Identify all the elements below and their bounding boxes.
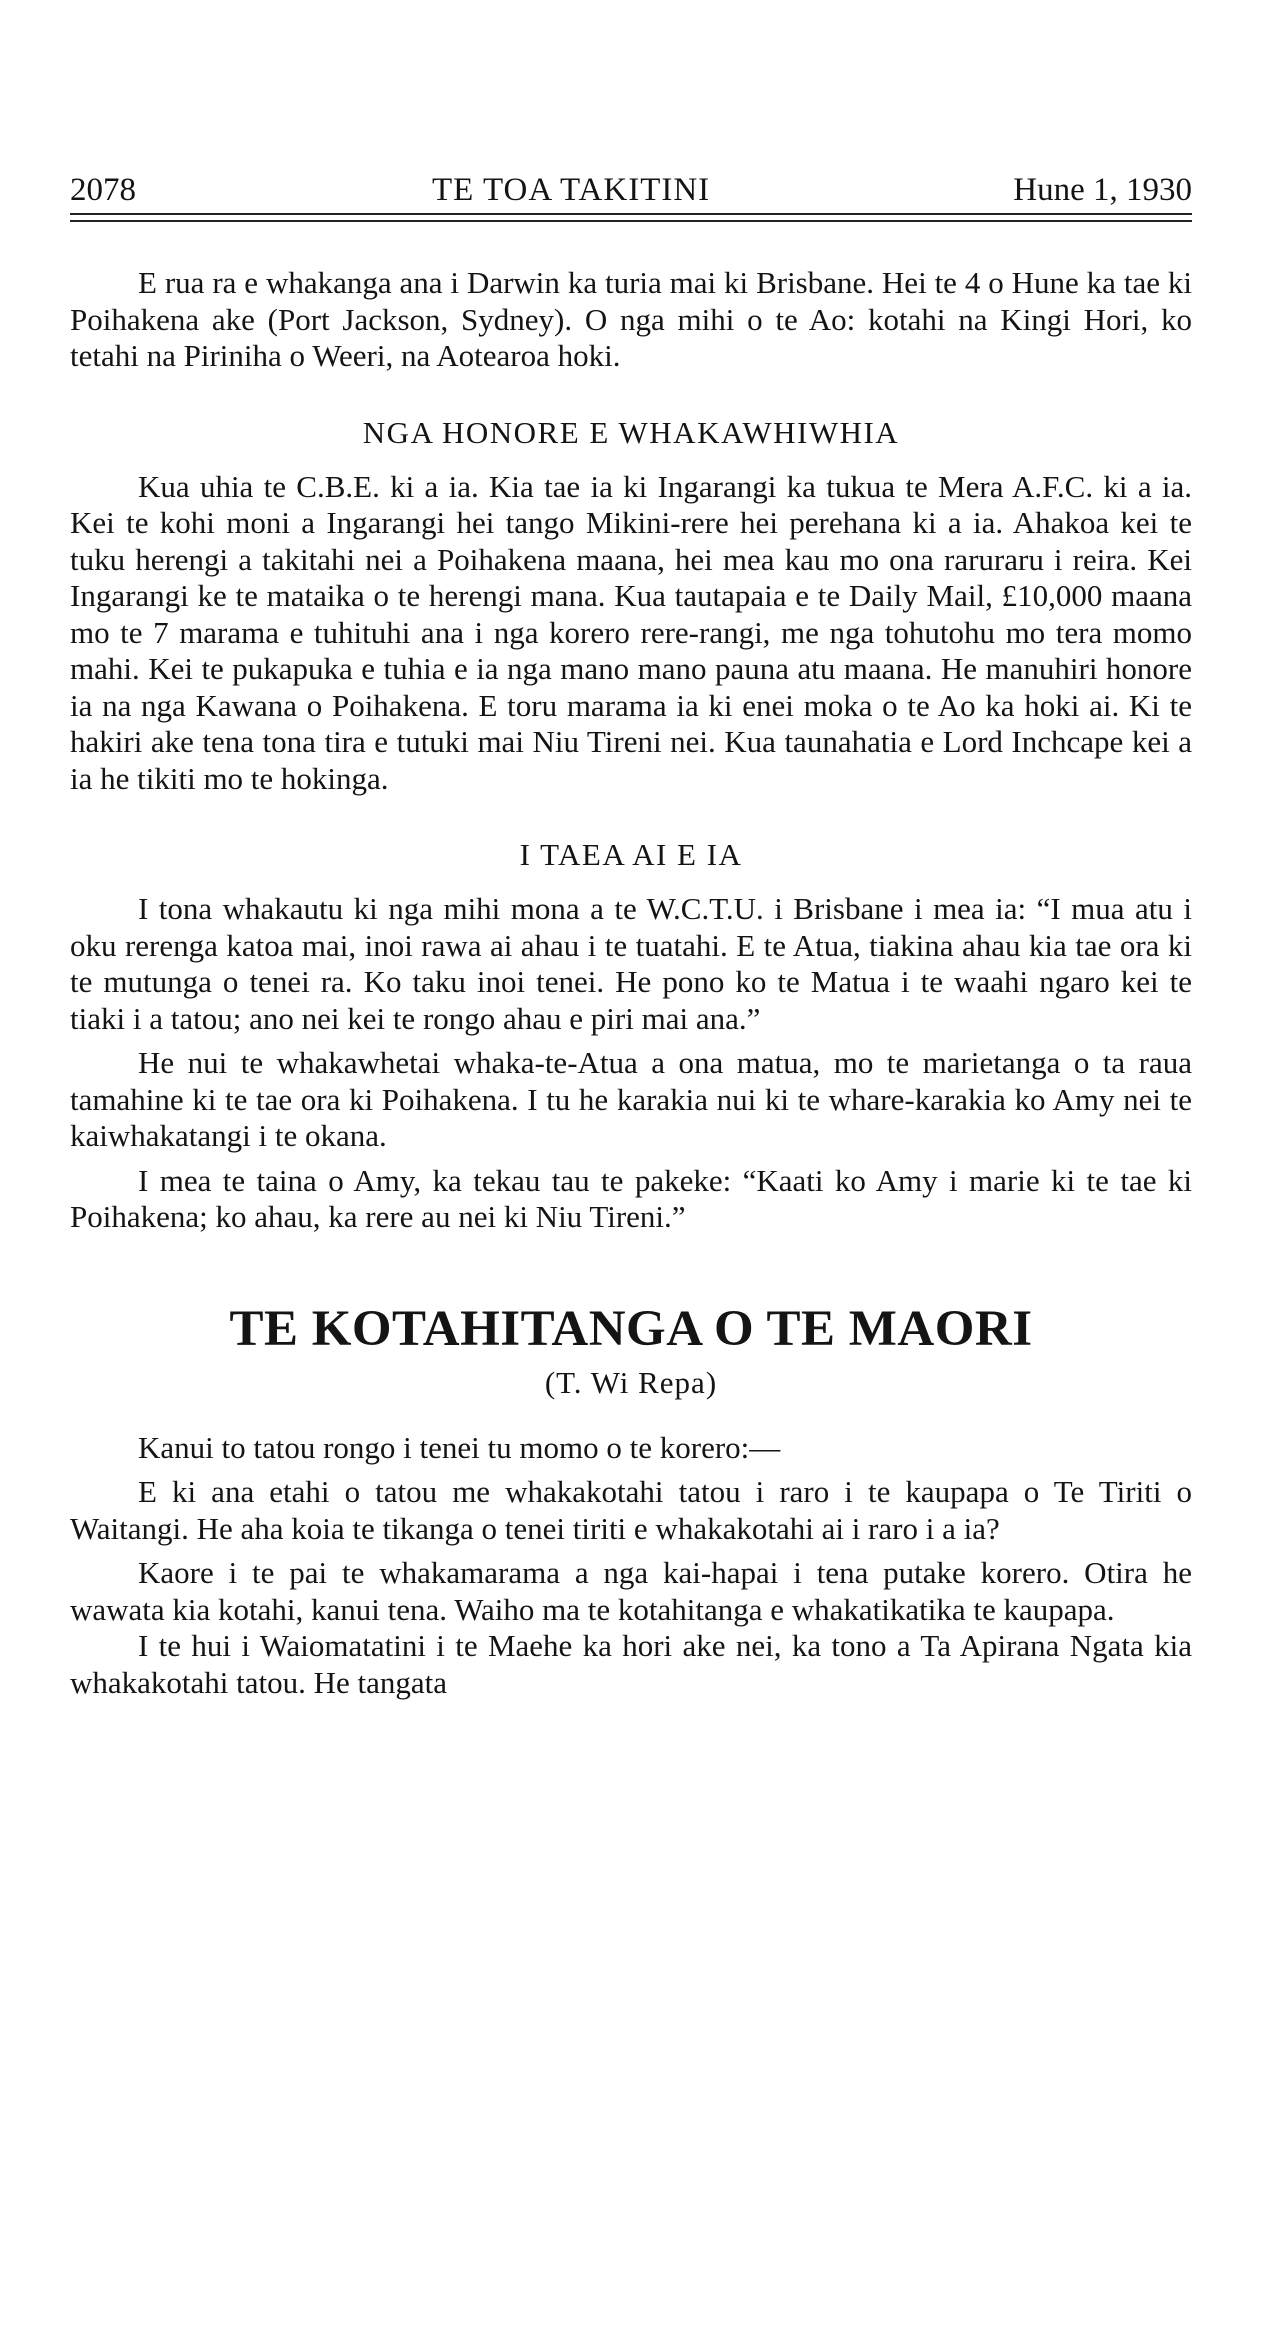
running-header <box>70 170 1192 210</box>
article-paragraph: Kanui to tatou rongo i tenei tu momo o te korero:— <box>138 1429 781 1465</box>
section-heading-taea: I TAEA AI E IA <box>519 837 743 872</box>
header-rule-top <box>70 213 1192 215</box>
article-byline: (T. Wi Repa) <box>544 1364 718 1400</box>
header-rule-bottom <box>70 220 1192 222</box>
article-title: TE KOTAHITANGA O TE MAORI <box>229 1300 1033 1357</box>
taea-paragraph: I tona whakautu ki nga mihi mona a te W.C.T.U. i Brisbane i mea ia: “I mua atu i oku rerenga katoa mai, inoi rawa ai ahau i te tuatahi. E te Atua, tiakina ahau kia tae ora ki te mutunga o tenei ra. Ko taku inoi tenei. He pono ko te Matua i te waahi ngaro kei te tiaki i a tatou; ano nei kei te rongo ahau e piri mai ana.” <box>70 891 1192 1036</box>
article-paragraph: Kaore i te pai te whakamarama a nga kai-hapai i tena putake korero. Otira he wawata kia kotahi, kanui tena. Waiho ma te kotahitanga e whakatikatika te kaupapa. <box>70 1555 1192 1627</box>
taea-paragraph: I mea te taina o Amy, ka tekau tau te pakeke: “Kaati ko Amy i marie ki te tae ki Poihakena; ko ahau, ka rere au nei ki Niu Tireni.” <box>70 1162 1192 1234</box>
page-number: 2078 <box>70 172 136 208</box>
issue-date: Hune 1, 1930 <box>1013 172 1192 208</box>
taea-paragraph: He nui te whakawhetai whaka-te-Atua a ona matua, mo te marietanga o ta raua tamahine ki te tae ora ki Poihakena. I tu he karakia nui ki te whare-karakia ko Amy nei te kaiwhakatangi i te okana. <box>70 1045 1192 1153</box>
document-page <box>70 0 1192 2345</box>
intro-paragraph: E rua ra e whakanga ana i Darwin ka turia mai ki Brisbane. Hei te 4 o Hune ka tae ki Poihakena ake (Port Jackson, Sydney). O nga mihi o te Ao: kotahi na Kingi Hori, ko tetahi na Piriniha o Weeri, na Aotearoa hoki. <box>70 265 1192 373</box>
article-paragraph: I te hui i Waiomatatini i te Maehe ka hori ake nei, ka tono a Ta Apirana Ngata kia whakakotahi tatou. He tangata <box>70 1628 1192 1700</box>
page-content <box>70 265 1192 1701</box>
publication-title: TE TOA TAKITINI <box>432 172 711 208</box>
honore-paragraph: Kua uhia te C.B.E. ki a ia. Kia tae ia ki Ingarangi ka tukua te Mera A.F.C. ki a ia. Kei te kohi moni a Ingarangi hei tango Mikini-rere hei perehana ki a ia. Ahakoa kei te tuku herengi a takitahi nei a Poihakena maana, hei mea kau mo ona raruraru i reira. Kei Ingarangi ke te mataika o te herengi mana. Kua tautapaia e te Daily Mail, £10,000 maana mo te 7 marama e tuhituhi ana i nga korero rere-rangi, me nga tohutohu mo tera momo mahi. Kei te pukapuka e tuhia e ia nga mano mano pauna atu maana. He manuhiri honore ia na nga Kawana o Poihakena. E toru marama ia ki enei moka o te Ao ka hoki ai. Ki te hakiri ake tena tona tira e tutuki mai Niu Tireni nei. Kua taunahatia e Lord Inchcape kei a ia he tikiti mo te hokinga. <box>70 468 1192 796</box>
article-paragraph: E ki ana etahi o tatou me whakakotahi tatou i raro i te kaupapa o Te Tiriti o Waitangi. He aha koia te tikanga o tenei tiriti e whakakotahi ai i raro i a ia? <box>70 1474 1192 1546</box>
section-heading-honore: NGA HONORE E WHAKAWHIWHIA <box>362 414 900 450</box>
